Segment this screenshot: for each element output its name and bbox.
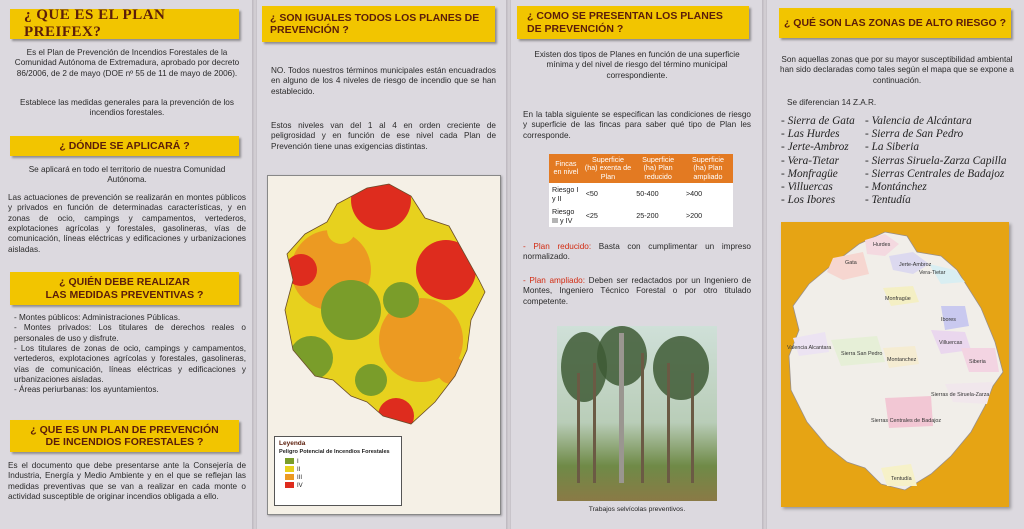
list-item: - Montes privados: Los titulares de derechos reales o personales de uso y disfrute.	[14, 323, 246, 343]
photo-tree-trunk	[577, 373, 580, 483]
map-label-hurdes: Hurdes	[873, 242, 891, 248]
heading-como-presentan: ¿ COMO SE PRESENTAN LOS PLANES DE PREVENCIÓN ?	[517, 6, 749, 39]
legend-item	[285, 466, 397, 474]
desc-plan-ampliado: Deben ser redactados por un Ingeniero de Montes, Ingeniero Técnico Forestal o por otro titulado competente.	[523, 276, 752, 306]
list-item: - Valencia de Alcántara	[865, 115, 972, 127]
list-item: - Los titulares de zonas de ocio, campings y campamentos, vertederos, explotaciones agrícolas y forestales, gasolineras, vías de comunicación, líneas eléctricas y edificaciones y urbanizaciones aisladas.	[14, 343, 246, 384]
photo-tree-trunk	[641, 353, 644, 483]
photo-tree-trunk	[593, 363, 596, 483]
map-legend	[274, 436, 402, 506]
table-header-row	[549, 154, 733, 183]
table-cell: >400	[683, 183, 733, 205]
text-14-zar: Se diferencian 14 Z.A.R.	[787, 98, 877, 107]
text-plan-prevencion-def: Es el documento que debe presentarse ante la Consejería de Industria, Energía y Medio Ambiente y en el que se reflejan las medidas preventivas que se van a realizar en cada monte o actividad susceptible de originar incendios obligada a ello.	[8, 461, 246, 501]
text-donde-aplicara: Se aplicará en todo el territorio de nuestra Comunidad Autónoma.	[28, 165, 226, 185]
map-label-siberia: Siberia	[969, 359, 986, 365]
text-plan-purpose: Establece las medidas generales para la prevención de los incendios forestales.	[20, 98, 234, 118]
list-item: - Montes públicos: Administraciones Públicas.	[14, 313, 181, 322]
map-label-jerte: Jerte-Ambroz	[899, 262, 932, 268]
list-responsables	[8, 313, 246, 396]
list-item: - Sierra de Gata	[781, 115, 855, 127]
table-cell: <25	[583, 205, 634, 227]
legend-label: III	[297, 475, 303, 481]
legend-subtitle: Peligro Potencial de Incendios Forestales	[279, 449, 390, 455]
photo-trabajos-selvicolas	[557, 326, 717, 501]
photo-tree-trunk	[691, 373, 694, 483]
map-region-risk-3	[437, 356, 465, 384]
list-item: - Sierra de San Pedro	[865, 128, 964, 141]
heading-donde-aplicara: ¿ DÓNDE SE APLICARÁ ?	[10, 136, 239, 156]
panel-como-presentan	[511, 0, 763, 529]
table-planes	[549, 154, 733, 227]
heading-quien-debe-line2: LAS MEDIDAS PREVENTIVAS ?	[45, 288, 204, 301]
zar-region-tentudia	[881, 464, 917, 486]
legend-item	[285, 482, 397, 490]
map-region-risk-2	[327, 216, 355, 244]
heading-son-iguales: ¿ SON IGUALES TODOS LOS PLANES DE PREVENCIÓN ?	[262, 6, 495, 42]
label-plan-reducido: - Plan reducido:	[523, 242, 592, 251]
map-label-montanchez: Montanchez	[887, 357, 917, 363]
legend-item	[285, 458, 397, 466]
table-cell: 25-200	[633, 205, 683, 227]
legend-swatch-iv	[285, 482, 294, 488]
text-niveles: Estos niveles van del 1 al 4 en orden creciente de peligrosidad y en función de ese nivel cada Plan de Prevención tiene unas exigencias distintas.	[271, 121, 496, 151]
legend-label: I	[297, 459, 299, 465]
heading-que-es-plan-prevencion	[10, 420, 239, 452]
map-label-vera: Vera-Tietar	[919, 270, 946, 276]
panel-niveles-riesgo	[257, 0, 507, 529]
table-cell: 50-400	[633, 183, 683, 205]
map-region-risk-1	[321, 280, 381, 340]
map-label-san-pedro: Sierra San Pedro	[841, 351, 883, 357]
map-label-villuercas: Villuercas	[939, 340, 963, 346]
legend-title: Leyenda	[279, 440, 306, 447]
list-item: - Vera-Tietar	[781, 154, 840, 167]
zar-map	[781, 222, 1009, 507]
text-plan-definition: Es el Plan de Prevención de Incendios Forestales de la Comunidad Autónoma de Extremadura, aprobado por decreto 86/2006, de 2 de mayo (DOE nº 55 de 11 de mayo de 2006).	[14, 48, 240, 78]
legend-swatch-i	[285, 458, 294, 464]
table-row	[549, 183, 733, 205]
map-label-ibores: Ibores	[941, 317, 956, 323]
text-plan-reducido	[523, 242, 751, 263]
text-tabla-intro: En la tabla siguiente se especifican las condiciones de riesgo y superficie de las fincas para saber qué tipo de Plan les corresponde.	[523, 110, 751, 140]
panel-zonas-alto-riesgo	[767, 0, 1024, 529]
table-cell: Riesgo III y IV	[549, 205, 583, 227]
table-header: Superficie (ha) Plan reducido	[633, 154, 683, 183]
risk-map	[271, 180, 495, 430]
map-label-monfrague: Monfragüe	[885, 296, 911, 302]
heading-quien-debe	[10, 272, 239, 305]
map-label-valencia: Valencia Alcantara	[787, 345, 832, 351]
legend-swatch-iii	[285, 474, 294, 480]
map-label-tentudia: Tentudía	[891, 476, 912, 482]
photo-tree-trunk	[619, 333, 624, 483]
heading-que-es-plan: ¿ QUE ES EL PLAN PREIFEX?	[10, 9, 239, 39]
text-plan-ampliado	[523, 276, 751, 307]
heading-plan-prevencion-line1: ¿ QUE ES UN PLAN DE PREVENCIÓN	[30, 423, 219, 436]
list-zar-right	[865, 115, 1023, 207]
list-item: - La Siberia	[865, 141, 919, 154]
photo-tree-crown	[653, 336, 709, 400]
text-no-todos: NO. Todos nuestros términos municipales están encuadrados en alguno de los 4 niveles de riesgo de incendio que se han establecido.	[271, 66, 496, 96]
map-label-centrales: Sierras Centrales de Badajoz	[871, 418, 942, 424]
desc-plan-reducido: Basta con cumplimentar un impreso normalizado.	[523, 242, 751, 262]
list-item: - Tentudía	[865, 194, 911, 207]
list-item: - Montánchez	[865, 181, 927, 194]
list-item: - Jerte-Ambroz	[781, 141, 849, 154]
table-cell: Riesgo I y II	[549, 183, 583, 205]
photo-caption: Trabajos selvícolas preventivos.	[588, 506, 686, 513]
panel-plan-preifex	[0, 0, 256, 529]
legend-item	[285, 474, 397, 482]
legend-label: IV	[297, 483, 303, 489]
list-item: - Monfragüe	[781, 167, 838, 180]
heading-quien-debe-line1: ¿ QUIÉN DEBE REALIZAR	[59, 276, 190, 289]
map-label-siruela: Sierras de Siruela-Zarza	[931, 392, 990, 398]
list-item: - Las Hurdes	[781, 128, 840, 141]
map-region-risk-1	[289, 336, 333, 380]
label-plan-ampliado: - Plan ampliado:	[523, 276, 585, 285]
legend-label: II	[297, 467, 301, 473]
table-cell: <50	[583, 183, 634, 205]
map-region-risk-1	[355, 364, 387, 396]
list-item: - Villuercas	[781, 181, 833, 194]
table-cell: >200	[683, 205, 733, 227]
list-item: - Sierras Centrales de Badajoz	[865, 167, 1005, 180]
text-zonas-def: Son aquellas zonas que por su mayor susceptibilidad ambiental han sido declaradas como tales según el mapa que se expone a continuación.	[780, 55, 1014, 85]
legend-swatch-ii	[285, 466, 294, 472]
map-region-risk-4	[285, 254, 317, 286]
text-actuaciones: Las actuaciones de prevención se realizarán en montes públicos y privados en función de determinadas características, y en zonas de ocio, campings y campamentos, vertederos, explotaciones agrícolas y forestales, gasolineras, vías de comunicación, líneas eléctricas y edificaciones y urbanizaciones aisladas.	[8, 193, 246, 254]
text-tipos-planes: Existen dos tipos de Planes en función de una superficie mínima y del nivel de riesgo del término municipal correspondiente.	[534, 50, 740, 80]
table-header: Fincas en nivel	[549, 154, 583, 183]
list-item: - Los Ibores	[781, 194, 836, 207]
photo-tree-trunk	[667, 363, 670, 483]
table-row	[549, 205, 733, 227]
table-header: Superficie (ha) exenta de Plan	[583, 154, 634, 183]
map-region-risk-4	[416, 240, 476, 300]
heading-plan-prevencion-line2: DE INCENDIOS FORESTALES ?	[45, 436, 204, 448]
list-item: - Áreas periurbanas: los ayuntamientos.	[14, 385, 159, 395]
table-header: Superficie (ha) Plan ampliado	[683, 154, 733, 183]
heading-zonas-alto-riesgo: ¿ QUÉ SON LAS ZONAS DE ALTO RIESGO ?	[779, 8, 1011, 38]
map-label-gata: Gata	[845, 260, 857, 266]
list-item: - Sierras Siruela-Zarza Capilla	[865, 154, 1007, 167]
map-region-risk-1	[383, 282, 419, 318]
